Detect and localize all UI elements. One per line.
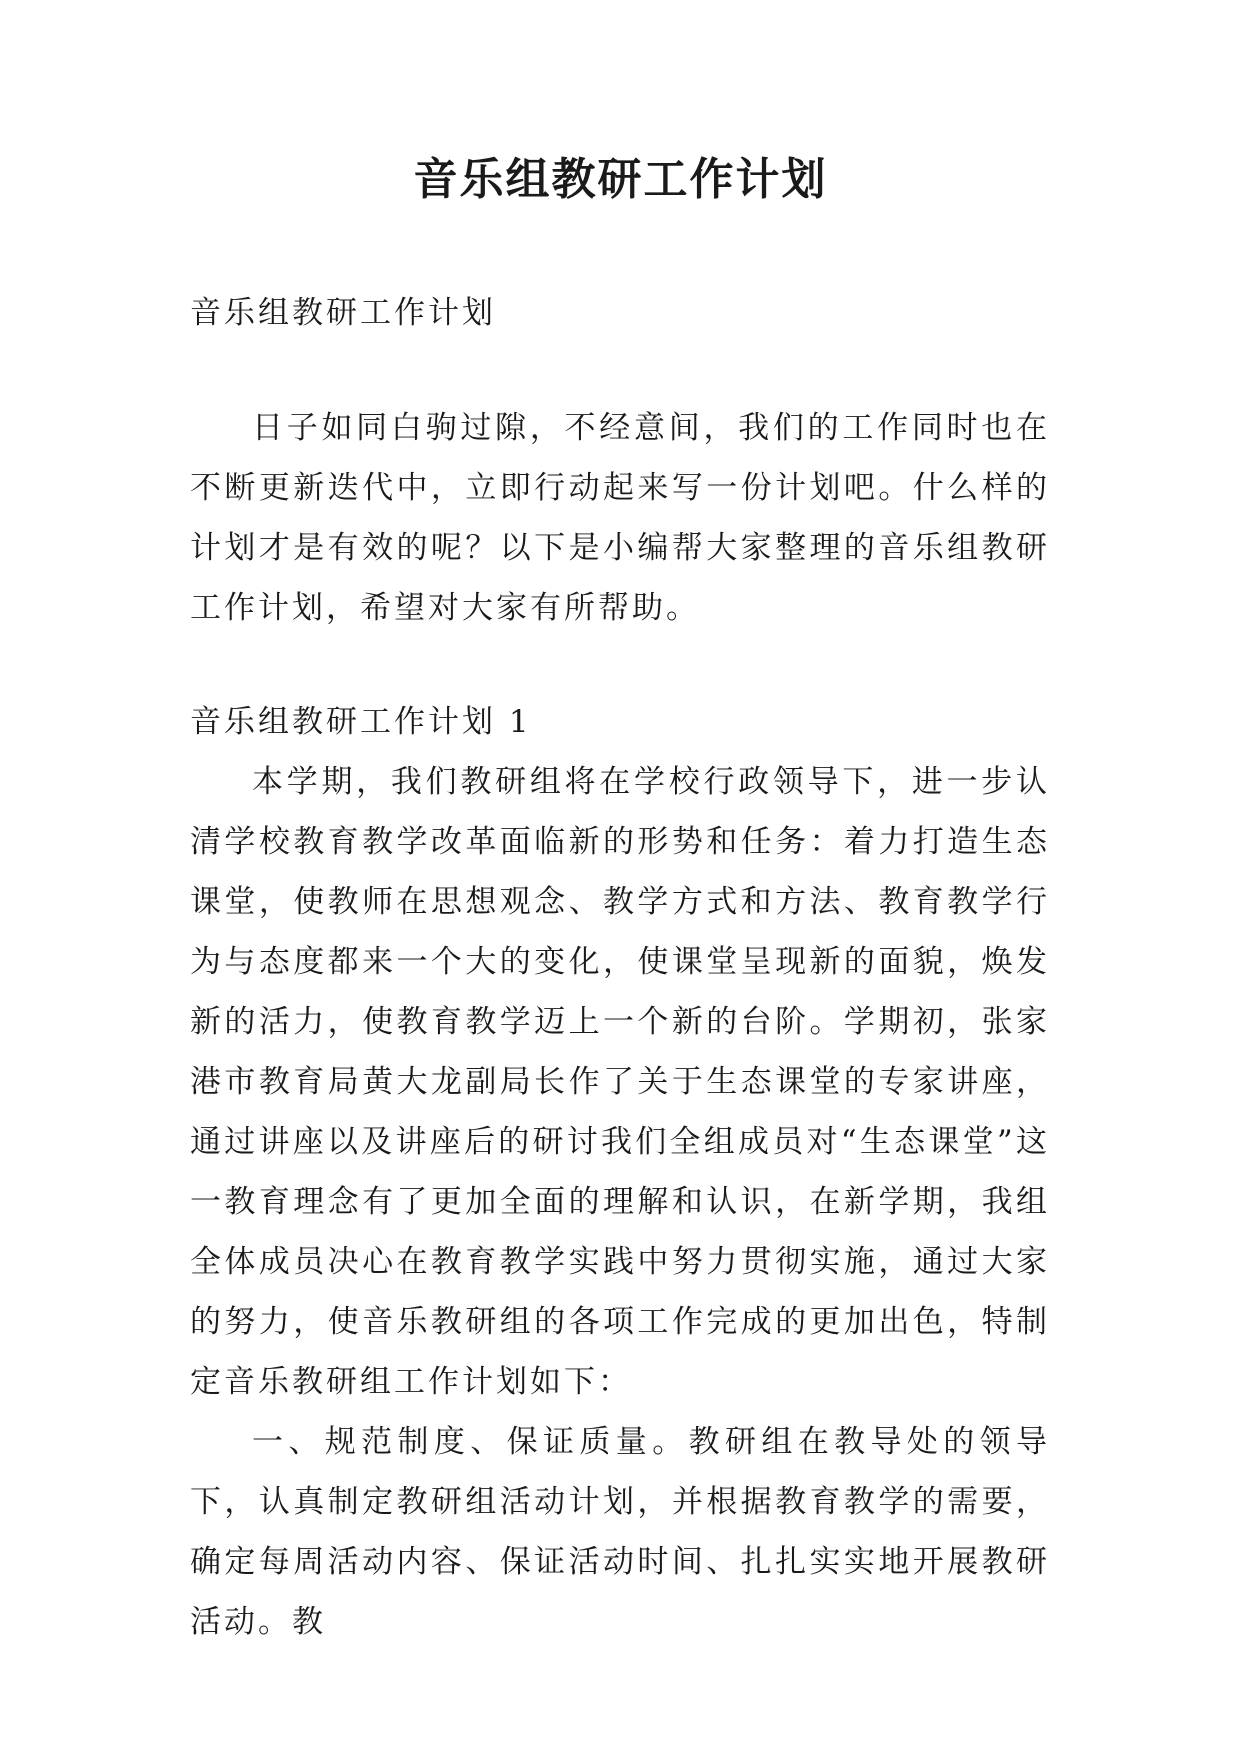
- intro-paragraph: 日子如同白驹过隙，不经意间，我们的工作同时也在不断更新迭代中，立即行动起来写一份计划吧。什么样的计划才是有效的呢？以下是小编帮大家整理的音乐组教研工作计划，希望对大家有所帮助。: [190, 410, 1050, 626]
- section-1-paragraph-1: 本学期，我们教研组将在学校行政领导下，进一步认清学校教育教学改革面临新的形势和任务：着力打造生态课堂，使教师在思想观念、教学方式和方法、教育教学行为与态度都来一个大的变化，使课堂呈现新的面貌，焕发新的活力，使教育教学迈上一个新的台阶。学期初，张家港市教育局黄大龙副局长作了关于生态课堂的专家讲座，通过讲座以及讲座后的研讨我们全组成员对“生态课堂”这一教育理念有了更加全面的理解和认识，在新学期，我组全体成员决心在教育教学实践中努力贯彻实施，通过大家的努力，使音乐教研组的各项工作完成的更加出色，特制定音乐教研组工作计划如下：: [190, 764, 1050, 1400]
- document-subtitle: 音乐组教研工作计划: [190, 295, 496, 331]
- section-1: [190, 692, 1050, 1652]
- document-title: 音乐组教研工作计划: [413, 154, 828, 205]
- section-1-paragraph-2: 一、规范制度、保证质量。教研组在教导处的领导下，认真制定教研组活动计划，并根据教育教学的需要，确定每周活动内容、保证活动时间、扎扎实实地开展教研活动。教: [190, 1424, 1050, 1640]
- intro-section: [190, 398, 1050, 638]
- section-1-heading: 音乐组教研工作计划 1: [190, 704, 532, 740]
